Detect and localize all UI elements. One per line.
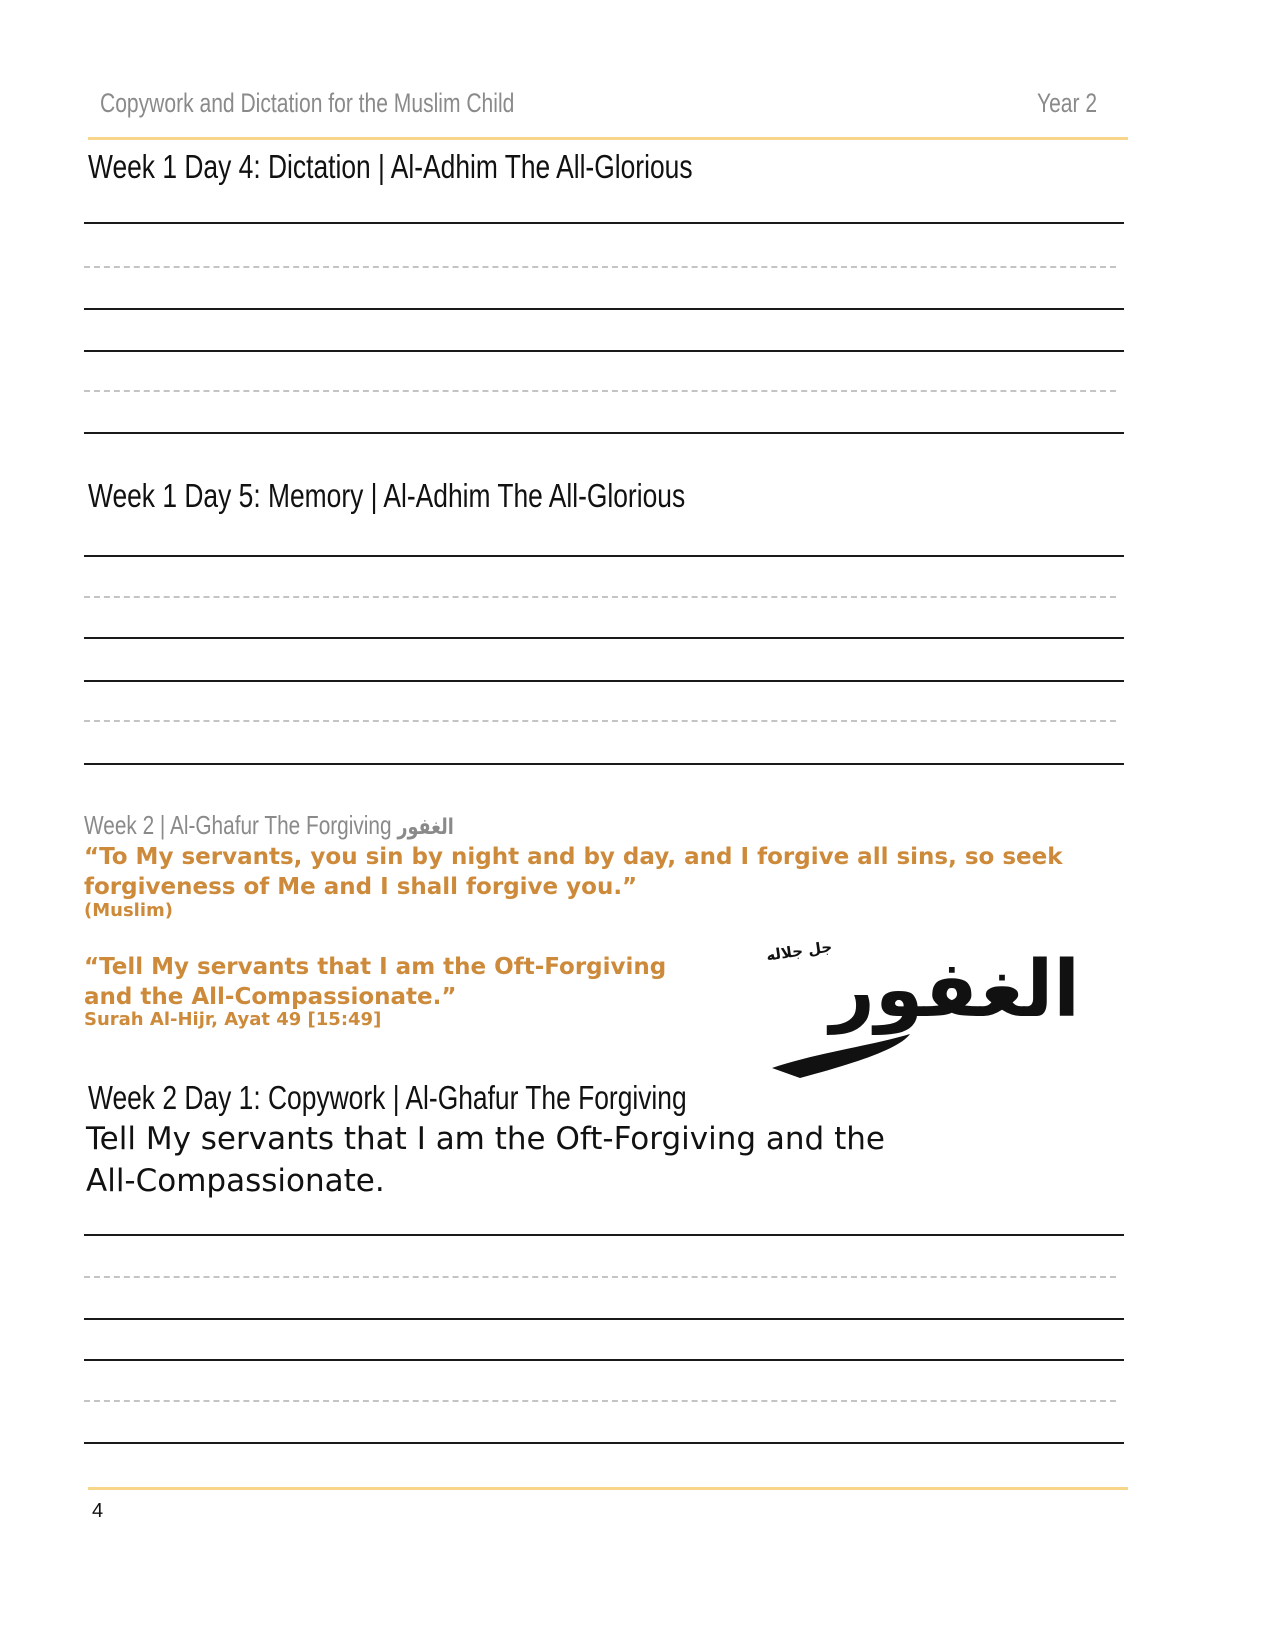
writing-line (84, 350, 1124, 352)
ayah-source: Surah Al-Hijr, Ayat 49 [15:49] (84, 1009, 382, 1030)
page-number: 4 (92, 1500, 104, 1522)
week2-heading-text: Week 2 | Al-Ghafur The Forgiving (84, 810, 392, 840)
writing-guide-line (84, 1276, 1116, 1278)
week2-heading-arabic: الغفور (397, 815, 454, 840)
writing-line (84, 1234, 1124, 1236)
week2-heading (84, 810, 454, 841)
copywork-text-line2: All-Compassionate. (86, 1163, 385, 1199)
dictation-title: Week 1 Day 4: Dictation | Al-Adhim The All-Glorious (88, 148, 693, 185)
ayah-quote-line2: and the All-Compassionate.” (84, 984, 457, 1010)
footer-rule (88, 1487, 1128, 1490)
calligraphy-honorific: جل جلاله (765, 937, 834, 965)
writing-guide-line (84, 720, 1116, 722)
hadith-source: (Muslim) (84, 900, 173, 921)
writing-guide-line (84, 596, 1116, 598)
writing-line (84, 680, 1124, 682)
writing-line (84, 308, 1124, 310)
writing-line (84, 1442, 1124, 1444)
header-rule (88, 137, 1128, 140)
writing-guide-line (84, 1400, 1116, 1402)
ayah-quote (84, 952, 704, 1012)
ayah-quote-line1: “Tell My servants that I am the Oft-Forgiving (84, 954, 667, 980)
writing-line (84, 1318, 1124, 1320)
book-title: Copywork and Dictation for the Muslim Child (100, 88, 515, 118)
copywork-text-line1: Tell My servants that I am the Oft-Forgiving and the (86, 1121, 885, 1157)
calligraphy-swash (760, 1012, 990, 1082)
year-label: Year 2 (1036, 88, 1097, 118)
writing-guide-line (84, 266, 1116, 268)
writing-line (84, 763, 1124, 765)
al-ghafur-calligraphy (760, 922, 1080, 1082)
writing-line (84, 555, 1124, 557)
writing-line (84, 637, 1124, 639)
copywork-text (86, 1118, 885, 1202)
writing-line (84, 432, 1124, 434)
calligraphy-main-text: الغفور (830, 945, 1080, 1035)
copywork-title: Week 2 Day 1: Copywork | Al-Ghafur The Forgiving (88, 1079, 687, 1116)
memory-title: Week 1 Day 5: Memory | Al-Adhim The All-Glorious (88, 477, 686, 514)
writing-line (84, 1359, 1124, 1361)
hadith-quote: “To My servants, you sin by night and by day, and I forgive all sins, so seek forgiveness of Me and I shall forgive you.” (84, 844, 1063, 900)
writing-line (84, 222, 1124, 224)
writing-guide-line (84, 390, 1116, 392)
